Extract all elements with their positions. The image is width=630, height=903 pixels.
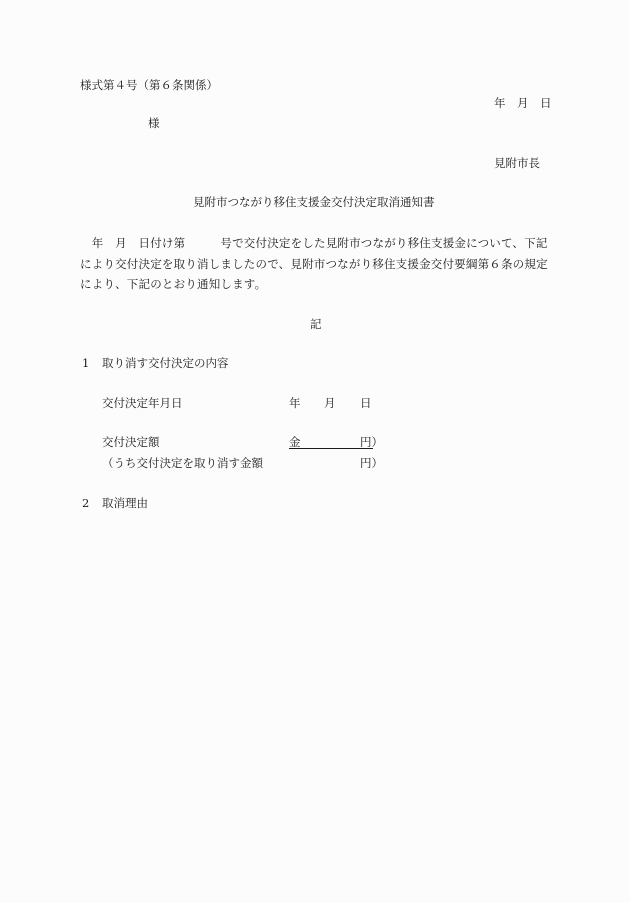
body-line-3: により、下記のとおり通知します。 — [80, 277, 267, 291]
decision-date-year: 年 — [289, 396, 301, 410]
decision-date-month: 月 — [324, 396, 336, 410]
amount-suffix: 円） — [360, 435, 383, 449]
body-line-1: 年 月 日付け第 号で交付決定をした見附市つながり移住支援金について、下記 — [80, 236, 548, 250]
issuer-name: 見附市長 — [494, 156, 540, 170]
header-date-month: 月 — [517, 96, 529, 110]
body-line-2: により交付決定を取り消しましたので、見附市つながり移住支援金交付要綱第６条の規定 — [80, 257, 548, 271]
section-2-number: 2 — [82, 496, 90, 510]
amount-label: 交付決定額 — [102, 435, 160, 449]
cancel-amount-suffix: 円） — [360, 456, 383, 470]
addressee-suffix: 様 — [148, 116, 160, 130]
amount-prefix: 金 — [289, 435, 301, 449]
decision-date-label: 交付決定年月日 — [102, 396, 183, 410]
section-1-number: 1 — [82, 356, 90, 370]
header-date-year: 年 — [494, 96, 506, 110]
ki-heading: 記 — [310, 317, 322, 331]
document-title: 見附市つながり移住支援金交付決定取消通知書 — [193, 195, 435, 209]
section-1-heading: 取り消す交付決定の内容 — [102, 356, 229, 370]
form-number: 様式第４号（第６条関係） — [80, 78, 218, 92]
cancel-amount-label: （うち交付決定を取り消す金額 — [102, 456, 263, 470]
section-2-heading: 取消理由 — [102, 496, 148, 510]
decision-date-day: 日 — [360, 396, 372, 410]
header-date-day: 日 — [540, 96, 552, 110]
